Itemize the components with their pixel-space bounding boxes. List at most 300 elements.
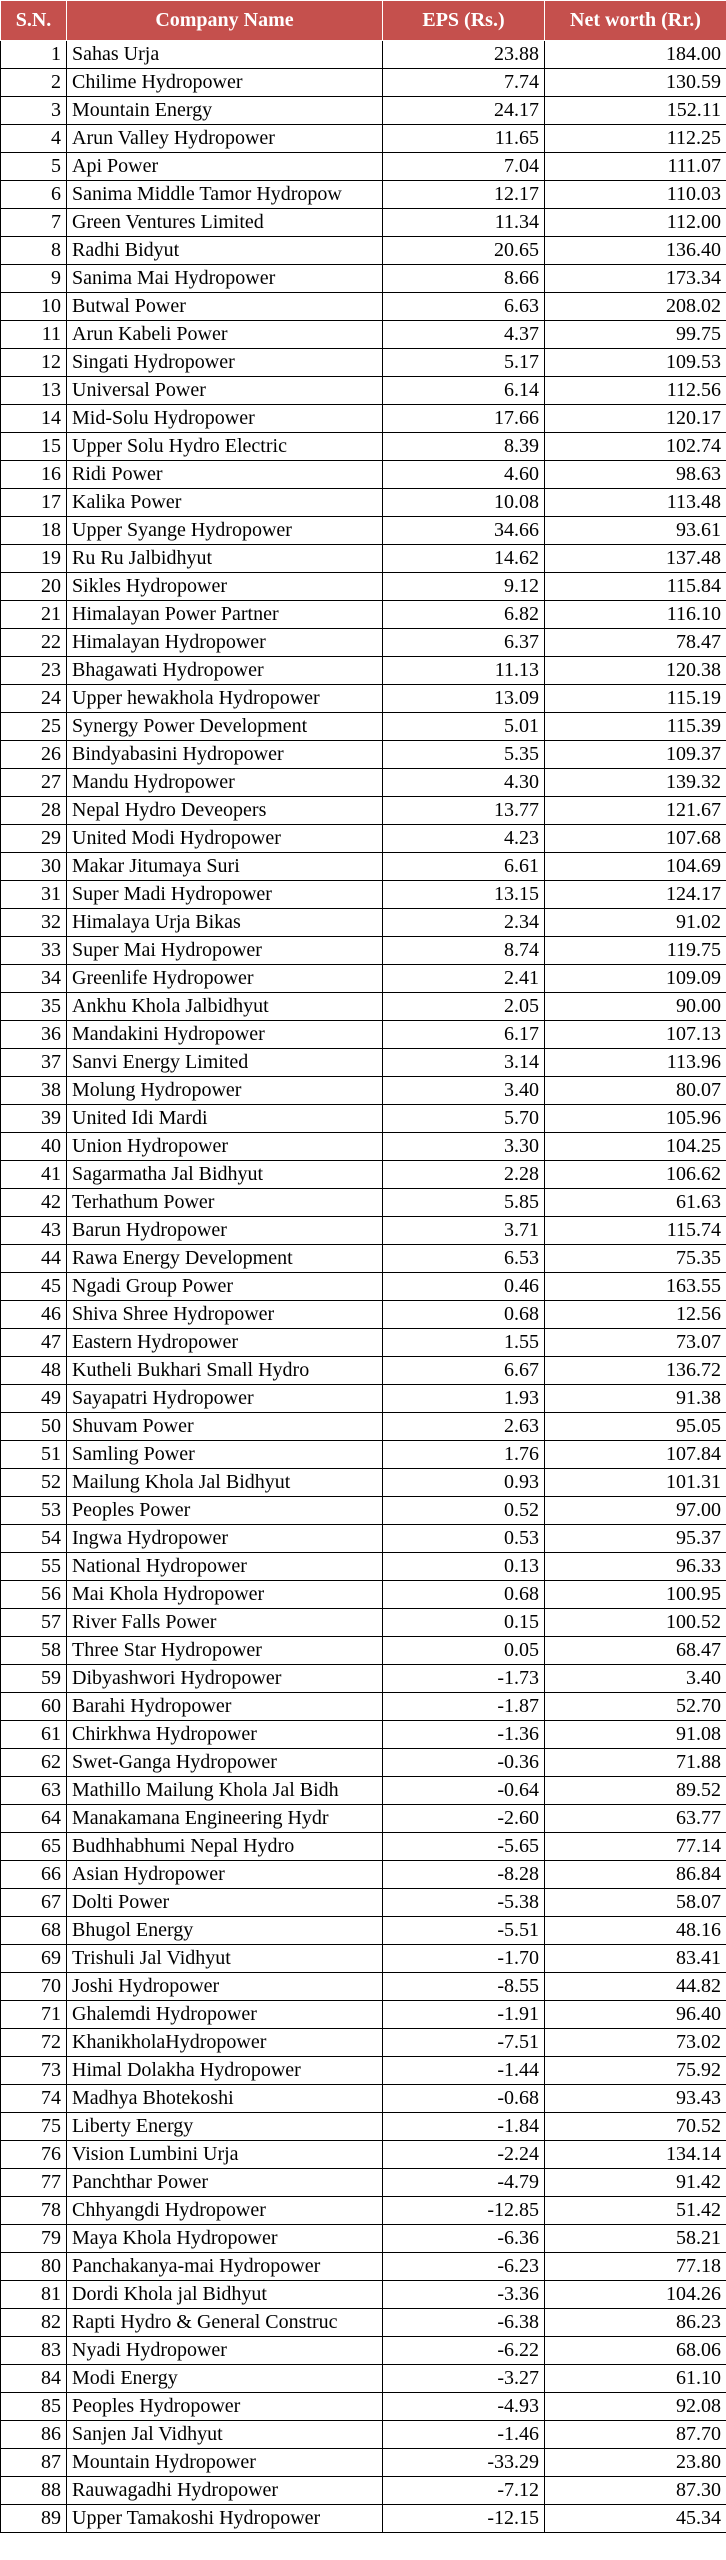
eps-cell[interactable]: 1.93 — [383, 1385, 545, 1413]
serial-number-cell[interactable]: 41 — [1, 1161, 67, 1189]
eps-cell[interactable]: 5.01 — [383, 713, 545, 741]
eps-cell[interactable]: 0.05 — [383, 1637, 545, 1665]
company-name-cell[interactable]: Sayapatri Hydropower — [67, 1385, 383, 1413]
serial-number-cell[interactable]: 75 — [1, 2113, 67, 2141]
net-worth-cell[interactable]: 45.34 — [545, 2505, 726, 2533]
net-worth-cell[interactable]: 77.14 — [545, 1833, 726, 1861]
net-worth-cell[interactable]: 96.40 — [545, 2001, 726, 2029]
serial-number-cell[interactable]: 66 — [1, 1861, 67, 1889]
company-name-cell[interactable]: Synergy Power Development — [67, 713, 383, 741]
eps-cell[interactable]: 3.30 — [383, 1133, 545, 1161]
company-name-cell[interactable]: Chilime Hydropower — [67, 69, 383, 97]
eps-cell[interactable]: -1.36 — [383, 1721, 545, 1749]
eps-cell[interactable]: 11.13 — [383, 657, 545, 685]
company-name-cell[interactable]: Mai Khola Hydropower — [67, 1581, 383, 1609]
company-name-cell[interactable]: Peoples Hydropower — [67, 2393, 383, 2421]
net-worth-cell[interactable]: 97.00 — [545, 1497, 726, 1525]
company-name-cell[interactable]: KhanikholaHydropower — [67, 2029, 383, 2057]
company-name-cell[interactable]: Bindyabasini Hydropower — [67, 741, 383, 769]
header-eps[interactable]: EPS (Rs.) — [383, 1, 545, 41]
net-worth-cell[interactable]: 109.53 — [545, 349, 726, 377]
net-worth-cell[interactable]: 134.14 — [545, 2141, 726, 2169]
company-name-cell[interactable]: Singati Hydropower — [67, 349, 383, 377]
net-worth-cell[interactable]: 93.43 — [545, 2085, 726, 2113]
company-name-cell[interactable]: Bhagawati Hydropower — [67, 657, 383, 685]
eps-cell[interactable]: 0.53 — [383, 1525, 545, 1553]
serial-number-cell[interactable]: 36 — [1, 1021, 67, 1049]
company-name-cell[interactable]: Rauwagadhi Hydropower — [67, 2477, 383, 2505]
net-worth-cell[interactable]: 173.34 — [545, 265, 726, 293]
company-name-cell[interactable]: Ngadi Group Power — [67, 1273, 383, 1301]
serial-number-cell[interactable]: 80 — [1, 2253, 67, 2281]
eps-cell[interactable]: 6.63 — [383, 293, 545, 321]
serial-number-cell[interactable]: 76 — [1, 2141, 67, 2169]
net-worth-cell[interactable]: 80.07 — [545, 1077, 726, 1105]
net-worth-cell[interactable]: 12.56 — [545, 1301, 726, 1329]
company-name-cell[interactable]: Swet-Ganga Hydropower — [67, 1749, 383, 1777]
net-worth-cell[interactable]: 102.74 — [545, 433, 726, 461]
serial-number-cell[interactable]: 33 — [1, 937, 67, 965]
serial-number-cell[interactable]: 42 — [1, 1189, 67, 1217]
serial-number-cell[interactable]: 49 — [1, 1385, 67, 1413]
serial-number-cell[interactable]: 21 — [1, 601, 67, 629]
net-worth-cell[interactable]: 130.59 — [545, 69, 726, 97]
net-worth-cell[interactable]: 100.95 — [545, 1581, 726, 1609]
company-name-cell[interactable]: Makar Jitumaya Suri — [67, 853, 383, 881]
serial-number-cell[interactable]: 73 — [1, 2057, 67, 2085]
net-worth-cell[interactable]: 70.52 — [545, 2113, 726, 2141]
eps-cell[interactable]: -3.27 — [383, 2365, 545, 2393]
net-worth-cell[interactable]: 113.48 — [545, 489, 726, 517]
serial-number-cell[interactable]: 19 — [1, 545, 67, 573]
net-worth-cell[interactable]: 137.48 — [545, 545, 726, 573]
company-name-cell[interactable]: Chhyangdi Hydropower — [67, 2197, 383, 2225]
company-name-cell[interactable]: Samling Power — [67, 1441, 383, 1469]
net-worth-cell[interactable]: 63.77 — [545, 1805, 726, 1833]
header-company-name[interactable]: Company Name — [67, 1, 383, 41]
eps-cell[interactable]: 13.15 — [383, 881, 545, 909]
serial-number-cell[interactable]: 34 — [1, 965, 67, 993]
company-name-cell[interactable]: Trishuli Jal Vidhyut — [67, 1945, 383, 1973]
eps-cell[interactable]: 7.04 — [383, 153, 545, 181]
net-worth-cell[interactable]: 107.13 — [545, 1021, 726, 1049]
eps-cell[interactable]: -1.73 — [383, 1665, 545, 1693]
net-worth-cell[interactable]: 104.26 — [545, 2281, 726, 2309]
company-name-cell[interactable]: Manakamana Engineering Hydr — [67, 1805, 383, 1833]
net-worth-cell[interactable]: 58.21 — [545, 2225, 726, 2253]
eps-cell[interactable]: 24.17 — [383, 97, 545, 125]
eps-cell[interactable]: -0.64 — [383, 1777, 545, 1805]
company-name-cell[interactable]: Sahas Urja — [67, 41, 383, 69]
company-name-cell[interactable]: Himalaya Urja Bikas — [67, 909, 383, 937]
company-name-cell[interactable]: Maya Khola Hydropower — [67, 2225, 383, 2253]
serial-number-cell[interactable]: 44 — [1, 1245, 67, 1273]
serial-number-cell[interactable]: 17 — [1, 489, 67, 517]
serial-number-cell[interactable]: 72 — [1, 2029, 67, 2057]
company-name-cell[interactable]: Upper hewakhola Hydropower — [67, 685, 383, 713]
eps-cell[interactable]: 4.37 — [383, 321, 545, 349]
company-name-cell[interactable]: Api Power — [67, 153, 383, 181]
net-worth-cell[interactable]: 90.00 — [545, 993, 726, 1021]
net-worth-cell[interactable]: 109.37 — [545, 741, 726, 769]
eps-cell[interactable]: -1.44 — [383, 2057, 545, 2085]
company-name-cell[interactable]: Universal Power — [67, 377, 383, 405]
company-name-cell[interactable]: Ingwa Hydropower — [67, 1525, 383, 1553]
eps-cell[interactable]: 12.17 — [383, 181, 545, 209]
net-worth-cell[interactable]: 51.42 — [545, 2197, 726, 2225]
net-worth-cell[interactable]: 208.02 — [545, 293, 726, 321]
company-name-cell[interactable]: Himalayan Hydropower — [67, 629, 383, 657]
eps-cell[interactable]: 6.17 — [383, 1021, 545, 1049]
company-name-cell[interactable]: River Falls Power — [67, 1609, 383, 1637]
company-name-cell[interactable]: Mountain Energy — [67, 97, 383, 125]
net-worth-cell[interactable]: 136.40 — [545, 237, 726, 265]
serial-number-cell[interactable]: 39 — [1, 1105, 67, 1133]
net-worth-cell[interactable]: 91.42 — [545, 2169, 726, 2197]
company-name-cell[interactable]: Rawa Energy Development — [67, 1245, 383, 1273]
net-worth-cell[interactable]: 115.39 — [545, 713, 726, 741]
eps-cell[interactable]: 2.05 — [383, 993, 545, 1021]
net-worth-cell[interactable]: 73.07 — [545, 1329, 726, 1357]
serial-number-cell[interactable]: 40 — [1, 1133, 67, 1161]
eps-cell[interactable]: 20.65 — [383, 237, 545, 265]
eps-cell[interactable]: 6.61 — [383, 853, 545, 881]
net-worth-cell[interactable]: 23.80 — [545, 2449, 726, 2477]
eps-cell[interactable]: 8.74 — [383, 937, 545, 965]
serial-number-cell[interactable]: 43 — [1, 1217, 67, 1245]
serial-number-cell[interactable]: 13 — [1, 377, 67, 405]
net-worth-cell[interactable]: 99.75 — [545, 321, 726, 349]
net-worth-cell[interactable]: 77.18 — [545, 2253, 726, 2281]
serial-number-cell[interactable]: 87 — [1, 2449, 67, 2477]
net-worth-cell[interactable]: 86.23 — [545, 2309, 726, 2337]
eps-cell[interactable]: 1.55 — [383, 1329, 545, 1357]
net-worth-cell[interactable]: 58.07 — [545, 1889, 726, 1917]
eps-cell[interactable]: 1.76 — [383, 1441, 545, 1469]
serial-number-cell[interactable]: 27 — [1, 769, 67, 797]
serial-number-cell[interactable]: 29 — [1, 825, 67, 853]
serial-number-cell[interactable]: 71 — [1, 2001, 67, 2029]
serial-number-cell[interactable]: 55 — [1, 1553, 67, 1581]
eps-cell[interactable]: -1.70 — [383, 1945, 545, 1973]
eps-cell[interactable]: -7.51 — [383, 2029, 545, 2057]
company-name-cell[interactable]: Arun Kabeli Power — [67, 321, 383, 349]
serial-number-cell[interactable]: 83 — [1, 2337, 67, 2365]
eps-cell[interactable]: 2.34 — [383, 909, 545, 937]
net-worth-cell[interactable]: 116.10 — [545, 601, 726, 629]
serial-number-cell[interactable]: 50 — [1, 1413, 67, 1441]
serial-number-cell[interactable]: 68 — [1, 1917, 67, 1945]
eps-cell[interactable]: -1.46 — [383, 2421, 545, 2449]
eps-cell[interactable]: -5.65 — [383, 1833, 545, 1861]
company-name-cell[interactable]: Mailung Khola Jal Bidhyut — [67, 1469, 383, 1497]
company-name-cell[interactable]: Sagarmatha Jal Bidhyut — [67, 1161, 383, 1189]
company-name-cell[interactable]: Eastern Hydropower — [67, 1329, 383, 1357]
company-name-cell[interactable]: Chirkhwa Hydropower — [67, 1721, 383, 1749]
eps-cell[interactable]: 6.67 — [383, 1357, 545, 1385]
net-worth-cell[interactable]: 115.74 — [545, 1217, 726, 1245]
eps-cell[interactable]: 23.88 — [383, 41, 545, 69]
eps-cell[interactable]: 0.52 — [383, 1497, 545, 1525]
serial-number-cell[interactable]: 60 — [1, 1693, 67, 1721]
net-worth-cell[interactable]: 101.31 — [545, 1469, 726, 1497]
serial-number-cell[interactable]: 8 — [1, 237, 67, 265]
company-name-cell[interactable]: Kutheli Bukhari Small Hydro — [67, 1357, 383, 1385]
serial-number-cell[interactable]: 6 — [1, 181, 67, 209]
net-worth-cell[interactable]: 113.96 — [545, 1049, 726, 1077]
eps-cell[interactable]: 17.66 — [383, 405, 545, 433]
net-worth-cell[interactable]: 71.88 — [545, 1749, 726, 1777]
header-sn[interactable]: S.N. — [1, 1, 67, 41]
net-worth-cell[interactable]: 86.84 — [545, 1861, 726, 1889]
serial-number-cell[interactable]: 12 — [1, 349, 67, 377]
eps-cell[interactable]: 13.77 — [383, 797, 545, 825]
net-worth-cell[interactable]: 95.05 — [545, 1413, 726, 1441]
company-name-cell[interactable]: Greenlife Hydropower — [67, 965, 383, 993]
serial-number-cell[interactable]: 35 — [1, 993, 67, 1021]
eps-cell[interactable]: 0.68 — [383, 1581, 545, 1609]
net-worth-cell[interactable]: 112.25 — [545, 125, 726, 153]
net-worth-cell[interactable]: 107.84 — [545, 1441, 726, 1469]
net-worth-cell[interactable]: 87.70 — [545, 2421, 726, 2449]
eps-cell[interactable]: -3.36 — [383, 2281, 545, 2309]
eps-cell[interactable]: -1.84 — [383, 2113, 545, 2141]
net-worth-cell[interactable]: 104.69 — [545, 853, 726, 881]
company-name-cell[interactable]: National Hydropower — [67, 1553, 383, 1581]
company-name-cell[interactable]: Sanjen Jal Vidhyut — [67, 2421, 383, 2449]
eps-cell[interactable]: -4.93 — [383, 2393, 545, 2421]
serial-number-cell[interactable]: 16 — [1, 461, 67, 489]
company-name-cell[interactable]: Three Star Hydropower — [67, 1637, 383, 1665]
net-worth-cell[interactable]: 48.16 — [545, 1917, 726, 1945]
company-name-cell[interactable]: Dordi Khola jal Bidhyut — [67, 2281, 383, 2309]
net-worth-cell[interactable]: 89.52 — [545, 1777, 726, 1805]
serial-number-cell[interactable]: 2 — [1, 69, 67, 97]
company-name-cell[interactable]: Himalayan Power Partner — [67, 601, 383, 629]
eps-cell[interactable]: -33.29 — [383, 2449, 545, 2477]
company-name-cell[interactable]: Ankhu Khola Jalbidhyut — [67, 993, 383, 1021]
serial-number-cell[interactable]: 14 — [1, 405, 67, 433]
net-worth-cell[interactable]: 109.09 — [545, 965, 726, 993]
serial-number-cell[interactable]: 22 — [1, 629, 67, 657]
net-worth-cell[interactable]: 105.96 — [545, 1105, 726, 1133]
company-name-cell[interactable]: Liberty Energy — [67, 2113, 383, 2141]
serial-number-cell[interactable]: 11 — [1, 321, 67, 349]
net-worth-cell[interactable]: 3.40 — [545, 1665, 726, 1693]
net-worth-cell[interactable]: 121.67 — [545, 797, 726, 825]
serial-number-cell[interactable]: 86 — [1, 2421, 67, 2449]
eps-cell[interactable]: -2.24 — [383, 2141, 545, 2169]
serial-number-cell[interactable]: 38 — [1, 1077, 67, 1105]
net-worth-cell[interactable]: 152.11 — [545, 97, 726, 125]
net-worth-cell[interactable]: 115.84 — [545, 573, 726, 601]
eps-cell[interactable]: -6.23 — [383, 2253, 545, 2281]
eps-cell[interactable]: -12.15 — [383, 2505, 545, 2533]
net-worth-cell[interactable]: 73.02 — [545, 2029, 726, 2057]
serial-number-cell[interactable]: 54 — [1, 1525, 67, 1553]
company-name-cell[interactable]: Upper Solu Hydro Electric — [67, 433, 383, 461]
net-worth-cell[interactable]: 120.38 — [545, 657, 726, 685]
eps-cell[interactable]: -6.38 — [383, 2309, 545, 2337]
serial-number-cell[interactable]: 23 — [1, 657, 67, 685]
eps-cell[interactable]: -6.22 — [383, 2337, 545, 2365]
eps-cell[interactable]: -1.91 — [383, 2001, 545, 2029]
eps-cell[interactable]: -5.51 — [383, 1917, 545, 1945]
net-worth-cell[interactable]: 104.25 — [545, 1133, 726, 1161]
net-worth-cell[interactable]: 91.08 — [545, 1721, 726, 1749]
eps-cell[interactable]: -5.38 — [383, 1889, 545, 1917]
net-worth-cell[interactable]: 106.62 — [545, 1161, 726, 1189]
serial-number-cell[interactable]: 74 — [1, 2085, 67, 2113]
eps-cell[interactable]: 0.15 — [383, 1609, 545, 1637]
net-worth-cell[interactable]: 78.47 — [545, 629, 726, 657]
net-worth-cell[interactable]: 184.00 — [545, 41, 726, 69]
serial-number-cell[interactable]: 52 — [1, 1469, 67, 1497]
serial-number-cell[interactable]: 88 — [1, 2477, 67, 2505]
company-name-cell[interactable]: Modi Energy — [67, 2365, 383, 2393]
serial-number-cell[interactable]: 3 — [1, 97, 67, 125]
serial-number-cell[interactable]: 10 — [1, 293, 67, 321]
company-name-cell[interactable]: United Modi Hydropower — [67, 825, 383, 853]
company-name-cell[interactable]: Panchakanya-mai Hydropower — [67, 2253, 383, 2281]
eps-cell[interactable]: 7.74 — [383, 69, 545, 97]
serial-number-cell[interactable]: 31 — [1, 881, 67, 909]
eps-cell[interactable]: 6.37 — [383, 629, 545, 657]
serial-number-cell[interactable]: 79 — [1, 2225, 67, 2253]
net-worth-cell[interactable]: 61.63 — [545, 1189, 726, 1217]
serial-number-cell[interactable]: 26 — [1, 741, 67, 769]
serial-number-cell[interactable]: 56 — [1, 1581, 67, 1609]
serial-number-cell[interactable]: 84 — [1, 2365, 67, 2393]
net-worth-cell[interactable]: 124.17 — [545, 881, 726, 909]
eps-cell[interactable]: 3.40 — [383, 1077, 545, 1105]
net-worth-cell[interactable]: 98.63 — [545, 461, 726, 489]
serial-number-cell[interactable]: 18 — [1, 517, 67, 545]
company-name-cell[interactable]: Ghalemdi Hydropower — [67, 2001, 383, 2029]
company-name-cell[interactable]: Nepal Hydro Deveopers — [67, 797, 383, 825]
net-worth-cell[interactable]: 91.02 — [545, 909, 726, 937]
serial-number-cell[interactable]: 64 — [1, 1805, 67, 1833]
company-name-cell[interactable]: Bhugol Energy — [67, 1917, 383, 1945]
serial-number-cell[interactable]: 24 — [1, 685, 67, 713]
company-name-cell[interactable]: Butwal Power — [67, 293, 383, 321]
serial-number-cell[interactable]: 45 — [1, 1273, 67, 1301]
company-name-cell[interactable]: Barahi Hydropower — [67, 1693, 383, 1721]
serial-number-cell[interactable]: 59 — [1, 1665, 67, 1693]
serial-number-cell[interactable]: 5 — [1, 153, 67, 181]
eps-cell[interactable]: 10.08 — [383, 489, 545, 517]
serial-number-cell[interactable]: 7 — [1, 209, 67, 237]
company-name-cell[interactable]: Mountain Hydropower — [67, 2449, 383, 2477]
eps-cell[interactable]: 14.62 — [383, 545, 545, 573]
serial-number-cell[interactable]: 85 — [1, 2393, 67, 2421]
net-worth-cell[interactable]: 91.38 — [545, 1385, 726, 1413]
eps-cell[interactable]: -8.28 — [383, 1861, 545, 1889]
company-name-cell[interactable]: Sanima Middle Tamor Hydropow — [67, 181, 383, 209]
eps-cell[interactable]: 2.28 — [383, 1161, 545, 1189]
company-name-cell[interactable]: Terhathum Power — [67, 1189, 383, 1217]
eps-cell[interactable]: 4.23 — [383, 825, 545, 853]
eps-cell[interactable]: 5.35 — [383, 741, 545, 769]
net-worth-cell[interactable]: 75.92 — [545, 2057, 726, 2085]
company-name-cell[interactable]: Super Mai Hydropower — [67, 937, 383, 965]
eps-cell[interactable]: 4.60 — [383, 461, 545, 489]
net-worth-cell[interactable]: 110.03 — [545, 181, 726, 209]
company-name-cell[interactable]: Union Hydropower — [67, 1133, 383, 1161]
eps-cell[interactable]: 0.93 — [383, 1469, 545, 1497]
company-name-cell[interactable]: Peoples Power — [67, 1497, 383, 1525]
eps-cell[interactable]: 5.70 — [383, 1105, 545, 1133]
eps-cell[interactable]: 3.14 — [383, 1049, 545, 1077]
eps-cell[interactable]: 4.30 — [383, 769, 545, 797]
eps-cell[interactable]: 5.85 — [383, 1189, 545, 1217]
eps-cell[interactable]: 9.12 — [383, 573, 545, 601]
serial-number-cell[interactable]: 32 — [1, 909, 67, 937]
net-worth-cell[interactable]: 83.41 — [545, 1945, 726, 1973]
net-worth-cell[interactable]: 120.17 — [545, 405, 726, 433]
net-worth-cell[interactable]: 52.70 — [545, 1693, 726, 1721]
header-net-worth[interactable]: Net worth (Rr.) — [545, 1, 726, 41]
eps-cell[interactable]: 0.68 — [383, 1301, 545, 1329]
net-worth-cell[interactable]: 111.07 — [545, 153, 726, 181]
serial-number-cell[interactable]: 15 — [1, 433, 67, 461]
eps-cell[interactable]: 5.17 — [383, 349, 545, 377]
eps-cell[interactable]: -8.55 — [383, 1973, 545, 2001]
serial-number-cell[interactable]: 47 — [1, 1329, 67, 1357]
serial-number-cell[interactable]: 63 — [1, 1777, 67, 1805]
net-worth-cell[interactable]: 87.30 — [545, 2477, 726, 2505]
serial-number-cell[interactable]: 9 — [1, 265, 67, 293]
company-name-cell[interactable]: Shuvam Power — [67, 1413, 383, 1441]
serial-number-cell[interactable]: 37 — [1, 1049, 67, 1077]
eps-cell[interactable]: 11.65 — [383, 125, 545, 153]
company-name-cell[interactable]: Ru Ru Jalbidhyut — [67, 545, 383, 573]
eps-cell[interactable]: 6.14 — [383, 377, 545, 405]
eps-cell[interactable]: 2.41 — [383, 965, 545, 993]
serial-number-cell[interactable]: 77 — [1, 2169, 67, 2197]
net-worth-cell[interactable]: 119.75 — [545, 937, 726, 965]
net-worth-cell[interactable]: 112.56 — [545, 377, 726, 405]
serial-number-cell[interactable]: 65 — [1, 1833, 67, 1861]
serial-number-cell[interactable]: 28 — [1, 797, 67, 825]
eps-cell[interactable]: -1.87 — [383, 1693, 545, 1721]
serial-number-cell[interactable]: 48 — [1, 1357, 67, 1385]
net-worth-cell[interactable]: 139.32 — [545, 769, 726, 797]
company-name-cell[interactable]: Upper Tamakoshi Hydropower — [67, 2505, 383, 2533]
serial-number-cell[interactable]: 69 — [1, 1945, 67, 1973]
company-name-cell[interactable]: Asian Hydropower — [67, 1861, 383, 1889]
company-name-cell[interactable]: Dibyashwori Hydropower — [67, 1665, 383, 1693]
eps-cell[interactable]: 0.13 — [383, 1553, 545, 1581]
eps-cell[interactable]: -4.79 — [383, 2169, 545, 2197]
company-name-cell[interactable]: Vision Lumbini Urja — [67, 2141, 383, 2169]
company-name-cell[interactable]: Panchthar Power — [67, 2169, 383, 2197]
company-name-cell[interactable]: Kalika Power — [67, 489, 383, 517]
company-name-cell[interactable]: Shiva Shree Hydropower — [67, 1301, 383, 1329]
company-name-cell[interactable]: Barun Hydropower — [67, 1217, 383, 1245]
net-worth-cell[interactable]: 68.47 — [545, 1637, 726, 1665]
company-name-cell[interactable]: Sanvi Energy Limited — [67, 1049, 383, 1077]
eps-cell[interactable]: 0.46 — [383, 1273, 545, 1301]
eps-cell[interactable]: 2.63 — [383, 1413, 545, 1441]
company-name-cell[interactable]: Madhya Bhotekoshi — [67, 2085, 383, 2113]
serial-number-cell[interactable]: 78 — [1, 2197, 67, 2225]
net-worth-cell[interactable]: 107.68 — [545, 825, 726, 853]
eps-cell[interactable]: 8.39 — [383, 433, 545, 461]
net-worth-cell[interactable]: 92.08 — [545, 2393, 726, 2421]
eps-cell[interactable]: 3.71 — [383, 1217, 545, 1245]
company-name-cell[interactable]: Himal Dolakha Hydropower — [67, 2057, 383, 2085]
